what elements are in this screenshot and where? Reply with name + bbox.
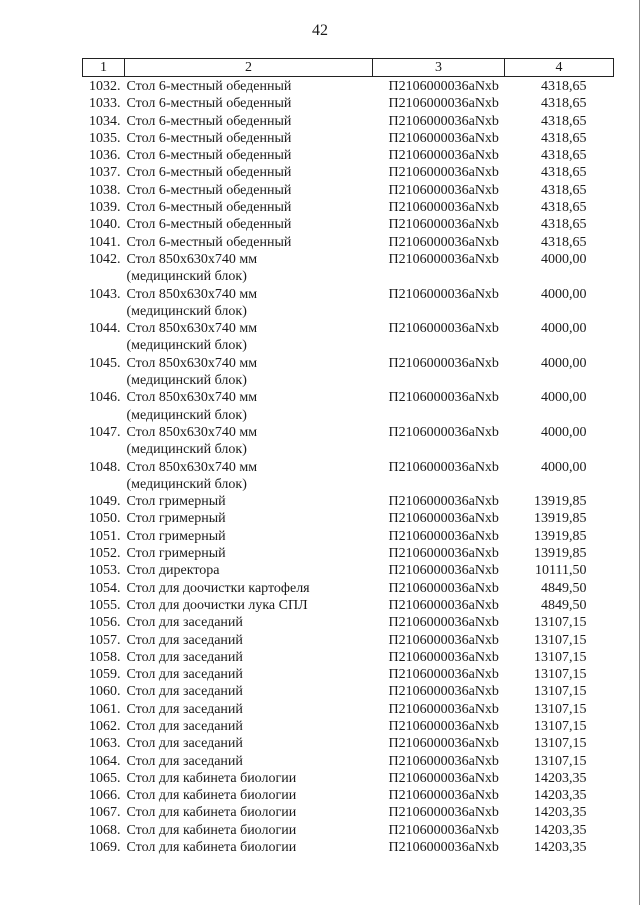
inventory-code: П2106000036aNxb <box>388 355 499 371</box>
table-row <box>83 493 614 510</box>
item-name-line: Стол для заседаний <box>126 718 243 734</box>
inventory-code: П2106000036aNxb <box>388 321 499 337</box>
inventory-code: П2106000036aNxb <box>388 79 499 94</box>
inventory-code: П2106000036aNxb <box>388 580 499 596</box>
row-number: 1069. <box>89 840 121 856</box>
table-row <box>83 753 614 770</box>
table-row <box>83 182 614 199</box>
row-number: 1045. <box>89 355 121 371</box>
inventory-code: П2106000036aNxb <box>388 182 499 198</box>
row-number: 1058. <box>89 649 121 665</box>
row-number: 1059. <box>89 667 121 683</box>
item-name <box>125 701 373 718</box>
item-name <box>125 389 373 424</box>
row-number: 1040. <box>89 217 121 233</box>
table-row <box>83 804 614 821</box>
inventory-code: П2106000036aNxb <box>388 701 499 717</box>
item-price: 4318,65 <box>541 182 587 198</box>
item-name <box>125 614 373 631</box>
table-row <box>83 666 614 683</box>
item-name-line: Стол для кабинета биологии <box>126 840 297 856</box>
item-name <box>125 718 373 735</box>
table-row <box>83 701 614 718</box>
inventory-code: П2106000036aNxb <box>388 753 499 769</box>
row-number: 1042. <box>89 251 121 267</box>
item-name-line: Стол для заседаний <box>126 753 243 769</box>
item-price: 13107,15 <box>534 632 587 648</box>
item-name <box>125 216 373 233</box>
table-row <box>83 95 614 112</box>
item-name <box>125 597 373 614</box>
item-name-line: Стол 6-местный обеденный <box>126 200 292 216</box>
item-name-line: Стол 6-местный обеденный <box>126 234 292 250</box>
table-row <box>83 614 614 631</box>
item-name-line: Стол 6-местный обеденный <box>126 165 292 181</box>
item-name-line: Стол 850x630x740 мм <box>126 286 258 302</box>
item-name <box>125 804 373 821</box>
item-name <box>125 234 373 251</box>
item-price: 10111,50 <box>535 563 587 579</box>
inventory-code: П2106000036aNxb <box>388 459 499 475</box>
row-number: 1049. <box>89 494 121 510</box>
inventory-code: П2106000036aNxb <box>388 736 499 752</box>
item-price: 4318,65 <box>541 200 587 216</box>
table-row <box>83 562 614 579</box>
row-number: 1041. <box>89 234 121 250</box>
row-number: 1050. <box>89 511 121 527</box>
row-number: 1044. <box>89 321 121 337</box>
item-price: 4318,65 <box>541 148 587 164</box>
item-price: 4000,00 <box>541 321 587 337</box>
item-name-line: Стол 850x630x740 мм <box>126 321 258 337</box>
inventory-code: П2106000036aNxb <box>388 667 499 683</box>
inventory-code: П2106000036aNxb <box>388 805 499 821</box>
item-name <box>125 753 373 770</box>
table-row <box>83 424 614 459</box>
item-name-line: Стол для заседаний <box>126 736 243 752</box>
item-name <box>125 735 373 752</box>
item-name <box>125 632 373 649</box>
inventory-code: П2106000036aNxb <box>388 563 499 579</box>
item-price: 13107,15 <box>534 736 587 752</box>
table-row <box>83 528 614 545</box>
item-price: 4318,65 <box>541 217 587 233</box>
item-name-line: (медицинский блок) <box>126 303 247 319</box>
item-name <box>125 95 373 112</box>
inventory-code: П2106000036aNxb <box>388 200 499 216</box>
item-name <box>125 666 373 683</box>
table-header-row <box>83 59 614 77</box>
item-name-line: Стол для доочистки лука СПЛ <box>126 597 308 613</box>
item-name <box>125 580 373 597</box>
item-name-line: (медицинский блок) <box>126 269 247 285</box>
item-price: 4000,00 <box>541 424 587 440</box>
item-name <box>125 822 373 839</box>
item-name-line: (медицинский блок) <box>126 442 247 458</box>
table-row <box>83 147 614 164</box>
item-price: 13107,15 <box>534 753 587 769</box>
inventory-code: П2106000036aNxb <box>388 840 499 856</box>
item-name <box>125 251 373 286</box>
row-number: 1047. <box>89 424 121 440</box>
item-price: 4000,00 <box>541 355 587 371</box>
table-row <box>83 683 614 700</box>
table-row <box>83 320 614 355</box>
item-price: 4849,50 <box>541 597 587 613</box>
row-number: 1062. <box>89 718 121 734</box>
table-row <box>83 597 614 614</box>
inventory-code: П2106000036aNxb <box>388 113 499 129</box>
item-price: 14203,35 <box>534 840 587 856</box>
item-price: 13107,15 <box>534 615 587 631</box>
item-price: 4000,00 <box>541 286 587 302</box>
item-name-line: Стол 6-местный обеденный <box>126 79 292 94</box>
inventory-code: П2106000036aNxb <box>388 770 499 786</box>
table-row <box>83 649 614 666</box>
inventory-code: П2106000036aNxb <box>388 511 499 527</box>
inventory-code: П2106000036aNxb <box>388 597 499 613</box>
item-name <box>125 355 373 390</box>
item-name-line: Стол для кабинета биологии <box>126 770 297 786</box>
item-price: 4318,65 <box>541 96 587 112</box>
row-number: 1061. <box>89 701 121 717</box>
inventory-code: П2106000036aNxb <box>388 632 499 648</box>
item-price: 13919,85 <box>534 546 587 562</box>
item-price: 13107,15 <box>534 701 587 717</box>
table-row <box>83 113 614 130</box>
row-number: 1057. <box>89 632 121 648</box>
item-name <box>125 649 373 666</box>
item-price: 14203,35 <box>534 822 587 838</box>
item-name <box>125 320 373 355</box>
item-name <box>125 286 373 321</box>
item-name-line: Стол для кабинета биологии <box>126 805 297 821</box>
item-name <box>125 787 373 804</box>
item-name-line: Стол гримерный <box>126 528 226 544</box>
row-number: 1051. <box>89 528 121 544</box>
item-name <box>125 459 373 494</box>
row-number: 1034. <box>89 113 121 129</box>
inventory-table <box>82 58 614 856</box>
table-row <box>83 389 614 424</box>
row-number: 1065. <box>89 770 121 786</box>
inventory-code: П2106000036aNxb <box>388 217 499 233</box>
row-number: 1046. <box>89 390 121 406</box>
row-number: 1037. <box>89 165 121 181</box>
item-name <box>125 839 373 856</box>
row-number: 1055. <box>89 597 121 613</box>
item-name-line: Стол 850x630x740 мм <box>126 390 258 406</box>
item-name-line: (медицинский блок) <box>126 373 247 389</box>
inventory-code: П2106000036aNxb <box>388 494 499 510</box>
item-name <box>125 545 373 562</box>
column-header-2: 2 <box>125 59 373 77</box>
item-name <box>125 493 373 510</box>
row-number: 1068. <box>89 822 121 838</box>
row-number: 1063. <box>89 736 121 752</box>
item-name <box>125 683 373 700</box>
row-number: 1039. <box>89 200 121 216</box>
table-row <box>83 580 614 597</box>
inventory-code: П2106000036aNxb <box>388 615 499 631</box>
item-name <box>125 147 373 164</box>
table-row <box>83 822 614 839</box>
row-number: 1033. <box>89 96 121 112</box>
inventory-code: П2106000036aNxb <box>388 286 499 302</box>
item-price: 14203,35 <box>534 805 587 821</box>
table-row <box>83 839 614 856</box>
item-name-line: Стол директора <box>126 563 220 579</box>
item-name-line: Стол для заседаний <box>126 615 243 631</box>
table-row <box>83 510 614 527</box>
table-row <box>83 459 614 494</box>
item-price: 4318,65 <box>541 234 587 250</box>
row-number: 1066. <box>89 788 121 804</box>
column-header-1: 1 <box>83 59 125 77</box>
table-row <box>83 545 614 562</box>
item-price: 4318,65 <box>541 79 587 94</box>
row-number: 1035. <box>89 130 121 146</box>
inventory-code: П2106000036aNxb <box>388 251 499 267</box>
item-name <box>125 424 373 459</box>
item-name-line: Стол 850x630x740 мм <box>126 355 258 371</box>
item-name-line: Стол для заседаний <box>126 684 243 700</box>
item-name-line: Стол для заседаний <box>126 701 243 717</box>
table-row <box>83 787 614 804</box>
table-row <box>83 251 614 286</box>
item-price: 4318,65 <box>541 130 587 146</box>
row-number: 1043. <box>89 286 121 302</box>
inventory-code: П2106000036aNxb <box>388 546 499 562</box>
table-row <box>83 718 614 735</box>
item-name <box>125 770 373 787</box>
item-name-line: Стол гримерный <box>126 511 226 527</box>
item-price: 4000,00 <box>541 459 587 475</box>
item-price: 13919,85 <box>534 511 587 527</box>
item-name-line: Стол 850x630x740 мм <box>126 459 258 475</box>
item-price: 4318,65 <box>541 165 587 181</box>
item-name-line: Стол 850x630x740 мм <box>126 251 258 267</box>
row-number: 1032. <box>89 79 121 94</box>
table-row <box>83 130 614 147</box>
table-row <box>83 234 614 251</box>
item-name-line: Стол гримерный <box>126 546 226 562</box>
column-header-3: 3 <box>373 59 505 77</box>
item-name <box>125 77 373 96</box>
item-price: 13107,15 <box>534 718 587 734</box>
item-name-line: Стол 6-местный обеденный <box>126 96 292 112</box>
inventory-code: П2106000036aNxb <box>388 718 499 734</box>
inventory-code: П2106000036aNxb <box>388 165 499 181</box>
inventory-code: П2106000036aNxb <box>388 649 499 665</box>
inventory-code: П2106000036aNxb <box>388 390 499 406</box>
item-name <box>125 199 373 216</box>
row-number: 1067. <box>89 805 121 821</box>
item-name-line: Стол 850x630x740 мм <box>126 424 258 440</box>
row-number: 1036. <box>89 148 121 164</box>
item-name-line: Стол 6-местный обеденный <box>126 130 292 146</box>
table-row <box>83 77 614 96</box>
item-name-line: Стол 6-местный обеденный <box>126 182 292 198</box>
inventory-code: П2106000036aNxb <box>388 148 499 164</box>
item-name-line: Стол для заседаний <box>126 667 243 683</box>
row-number: 1064. <box>89 753 121 769</box>
table-row <box>83 355 614 390</box>
item-name <box>125 562 373 579</box>
item-name-line: Стол для кабинета биологии <box>126 822 297 838</box>
item-price: 4318,65 <box>541 113 587 129</box>
inventory-code: П2106000036aNxb <box>388 528 499 544</box>
item-name <box>125 528 373 545</box>
item-name-line: Стол для кабинета биологии <box>126 788 297 804</box>
table-row <box>83 286 614 321</box>
item-price: 4000,00 <box>541 251 587 267</box>
item-name-line: Стол для доочистки картофеля <box>126 580 310 596</box>
table-body <box>83 77 614 857</box>
item-name-line: (медицинский блок) <box>126 476 247 492</box>
item-price: 13107,15 <box>534 684 587 700</box>
item-name-line: Стол 6-местный обеденный <box>126 113 292 129</box>
inventory-code: П2106000036aNxb <box>388 234 499 250</box>
table-row <box>83 632 614 649</box>
item-name-line: Стол для заседаний <box>126 632 243 648</box>
item-name <box>125 164 373 181</box>
table-row <box>83 164 614 181</box>
item-name-line: (медицинский блок) <box>126 407 247 423</box>
item-name <box>125 113 373 130</box>
item-price: 4000,00 <box>541 390 587 406</box>
item-price: 13107,15 <box>534 667 587 683</box>
item-name-line: Стол 6-местный обеденный <box>126 217 292 233</box>
inventory-code: П2106000036aNxb <box>388 788 499 804</box>
row-number: 1048. <box>89 459 121 475</box>
inventory-code: П2106000036aNxb <box>388 96 499 112</box>
item-name <box>125 130 373 147</box>
item-name <box>125 182 373 199</box>
inventory-code: П2106000036aNxb <box>388 684 499 700</box>
table-row <box>83 735 614 752</box>
item-name-line: (медицинский блок) <box>126 338 247 354</box>
row-number: 1056. <box>89 615 121 631</box>
column-header-4: 4 <box>505 59 614 77</box>
item-name <box>125 510 373 527</box>
item-price: 13107,15 <box>534 649 587 665</box>
item-name-line: Стол 6-местный обеденный <box>126 148 292 164</box>
table-row <box>83 199 614 216</box>
inventory-code: П2106000036aNxb <box>388 822 499 838</box>
row-number: 1053. <box>89 563 121 579</box>
inventory-code: П2106000036aNxb <box>388 130 499 146</box>
row-number: 1060. <box>89 684 121 700</box>
row-number: 1052. <box>89 546 121 562</box>
table-row <box>83 216 614 233</box>
table-row <box>83 770 614 787</box>
item-price: 13919,85 <box>534 494 587 510</box>
item-name-line: Стол гримерный <box>126 494 226 510</box>
item-price: 4849,50 <box>541 580 587 596</box>
item-name-line: Стол для заседаний <box>126 649 243 665</box>
item-price: 14203,35 <box>534 788 587 804</box>
row-number: 1038. <box>89 182 121 198</box>
item-price: 14203,35 <box>534 770 587 786</box>
page-number: 42 <box>312 22 328 39</box>
row-number: 1054. <box>89 580 121 596</box>
item-price: 13919,85 <box>534 528 587 544</box>
inventory-code: П2106000036aNxb <box>388 424 499 440</box>
